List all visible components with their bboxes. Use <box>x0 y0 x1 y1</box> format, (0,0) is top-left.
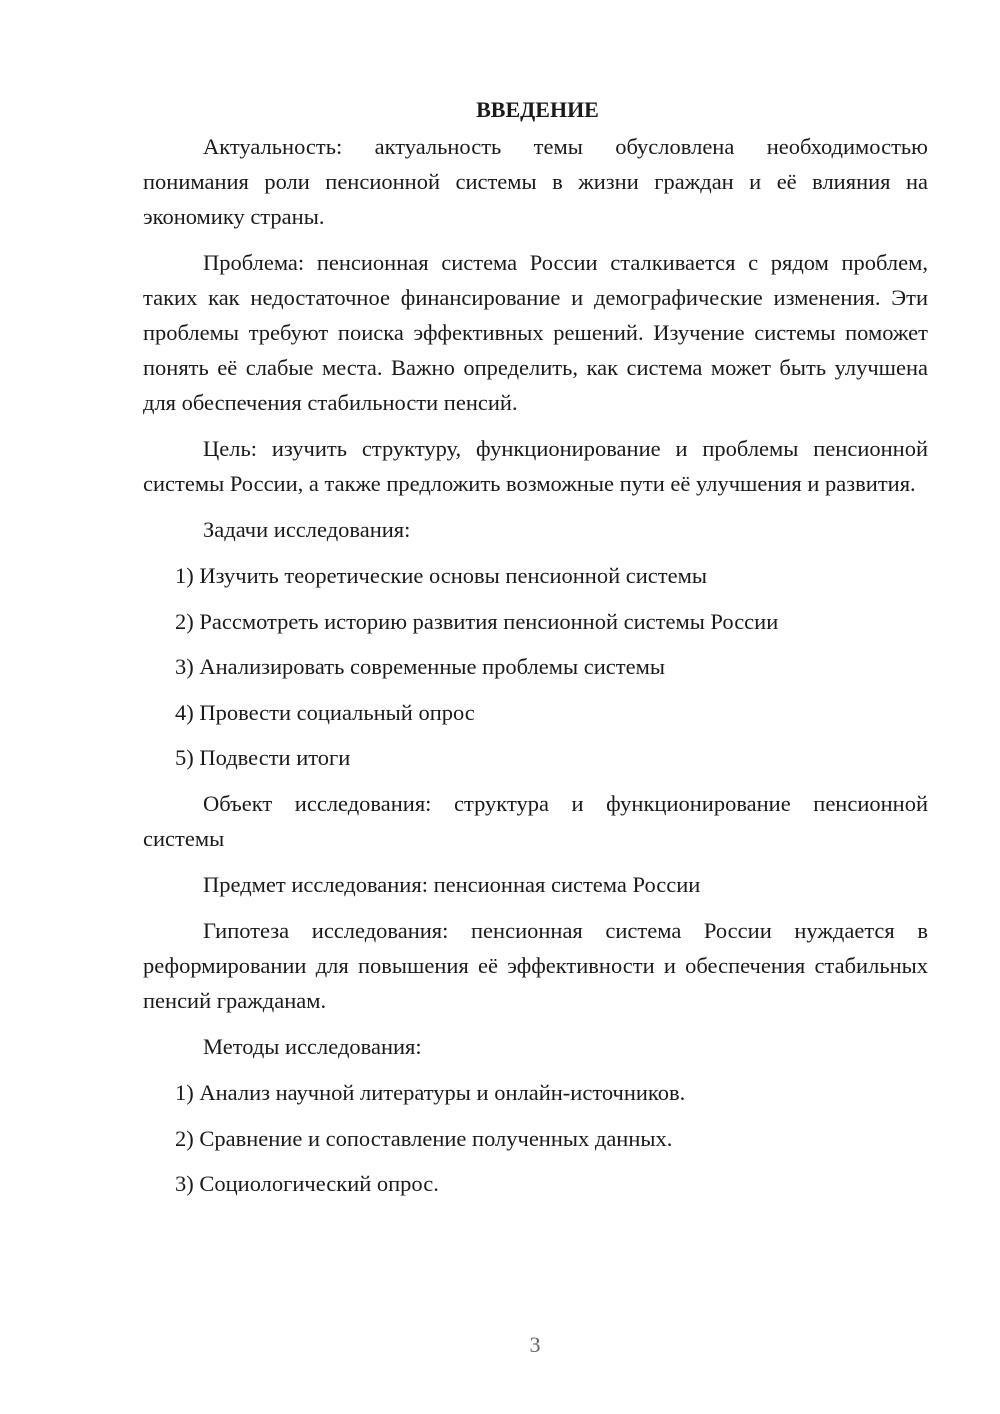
relevance-paragraph: Актуальность: актуальность темы обусловлена необходимостью понимания роли пенсионной системы в жизни граждан и её влияния на экономику страны. <box>143 134 928 229</box>
list-item: 2) Сравнение и сопоставление полученных данных. <box>175 1125 673 1151</box>
page-number: 3 <box>529 1332 541 1357</box>
list-item: 3) Социологический опрос. <box>175 1171 439 1196</box>
document-page <box>143 92 928 1212</box>
hypothesis-paragraph: Гипотеза исследования: пенсионная система России нуждается в реформировании для повышения её эффективности и обеспечения стабильных пенсий гражданам. <box>143 918 928 1013</box>
subject-paragraph: Предмет исследования: пенсионная система России <box>203 872 701 897</box>
object-paragraph: Объект исследования: структура и функционирование пенсионной системы <box>143 791 928 851</box>
list-item: 2) Рассмотреть историю развития пенсионной системы России <box>175 608 779 634</box>
problem-paragraph: Проблема: пенсионная система России сталкивается с рядом проблем, таких как недостаточное финансирование и демографические изменения. Эти проблемы требуют поиска эффективных решений. Изучение системы поможет понять её слабые места. Важно определить, как система может быть улучшена для обеспечения стабильности пенсий. <box>143 250 928 415</box>
page-title: ВВЕДЕНИЕ <box>476 97 599 122</box>
tasks-heading: Задачи исследования: <box>203 517 411 542</box>
list-item: 3) Анализировать современные проблемы системы <box>175 654 665 679</box>
list-item: 1) Изучить теоретические основы пенсионной системы <box>175 563 707 588</box>
goal-paragraph: Цель: изучить структуру, функционирование и проблемы пенсионной системы России, а также предложить возможные пути её улучшения и развития. <box>143 436 928 496</box>
list-item: 4) Провести социальный опрос <box>175 699 475 725</box>
methods-list <box>143 1075 928 1201</box>
list-item: 5) Подвести итоги <box>175 745 351 770</box>
tasks-list <box>143 558 928 775</box>
list-item: 1) Анализ научной литературы и онлайн-источников. <box>175 1080 686 1105</box>
methods-heading: Методы исследования: <box>203 1034 422 1059</box>
